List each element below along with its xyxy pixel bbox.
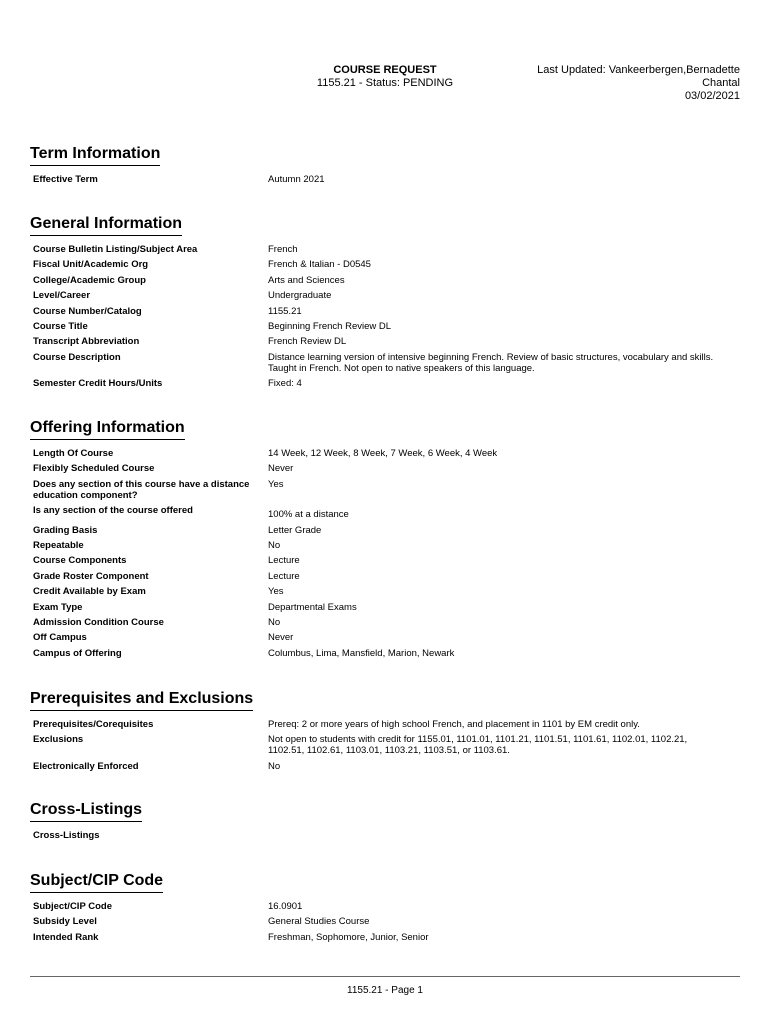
field-label: Credit Available by Exam bbox=[33, 586, 146, 598]
term-information-section bbox=[30, 145, 740, 189]
field-row bbox=[30, 555, 740, 566]
field-label: Fiscal Unit/Academic Org bbox=[33, 259, 149, 271]
prerequisites-section bbox=[30, 690, 740, 776]
field-value: Yes bbox=[268, 478, 284, 490]
field-row bbox=[30, 830, 740, 841]
field-label: Exam Type bbox=[33, 601, 83, 613]
field-row bbox=[30, 479, 740, 501]
field-value: Lecture bbox=[268, 570, 300, 582]
field-row bbox=[30, 632, 740, 643]
field-label: Length Of Course bbox=[33, 448, 114, 459]
field-label: Semester Credit Hours/Units bbox=[33, 378, 163, 390]
section-title: Term Information bbox=[30, 145, 160, 166]
field-label: Flexibly Scheduled Course bbox=[33, 463, 155, 475]
field-label: Subject/CIP Code bbox=[33, 901, 113, 912]
field-row bbox=[30, 290, 740, 301]
field-row bbox=[30, 932, 740, 943]
field-row bbox=[30, 505, 740, 520]
field-label: Course Title bbox=[33, 320, 88, 332]
page-footer: 1155.21 - Page 1 bbox=[347, 985, 423, 996]
field-value: 16.0901 bbox=[268, 901, 303, 912]
field-label: Course Components bbox=[33, 555, 127, 567]
field-row bbox=[30, 734, 740, 756]
course-status: 1155.21 - Status: PENDING bbox=[316, 77, 454, 89]
field-row bbox=[30, 244, 740, 255]
field-value: No bbox=[268, 539, 281, 551]
field-value: 100% at a distance bbox=[268, 509, 349, 521]
field-value: Undergraduate bbox=[268, 290, 332, 302]
field-value: Never bbox=[268, 632, 294, 644]
offering-information-section bbox=[30, 419, 740, 663]
field-row bbox=[30, 306, 740, 317]
general-information-section bbox=[30, 215, 740, 394]
section-title: General Information bbox=[30, 215, 182, 236]
field-value: Beginning French Review DL bbox=[268, 320, 392, 332]
field-row bbox=[30, 761, 740, 772]
field-row bbox=[30, 321, 740, 332]
field-row bbox=[30, 336, 740, 347]
field-value: Distance learning version of intensive beginning French. Review of basic structures, vocabulary and skills. Taught in French. Not open to native speakers of this language. bbox=[268, 351, 714, 374]
field-row bbox=[30, 463, 740, 474]
field-label: Does any section of this course have a distance education component? bbox=[33, 478, 250, 501]
field-value: Not open to students with credit for 1155.01, 1101.01, 1101.21, 1101.51, 1101.61, 1102.01, 1102.21, 1102.51, 1102.61, 1103.01, 1103.21, 1103.51, or 1103.61. bbox=[268, 734, 688, 757]
field-label: Course Description bbox=[33, 351, 121, 363]
subject-cip-section bbox=[30, 872, 740, 947]
field-row bbox=[30, 586, 740, 597]
field-label: Course Bulletin Listing/Subject Area bbox=[33, 244, 198, 255]
field-value: Fixed: 4 bbox=[268, 378, 302, 390]
field-row bbox=[30, 719, 740, 730]
footer-divider bbox=[30, 976, 740, 977]
field-row bbox=[30, 259, 740, 270]
field-value: Letter Grade bbox=[268, 524, 322, 536]
field-row bbox=[30, 648, 740, 659]
field-row bbox=[30, 525, 740, 536]
field-value: French Review DL bbox=[268, 336, 347, 348]
field-value: Columbus, Lima, Mansfield, Marion, Newark bbox=[268, 647, 455, 659]
field-row bbox=[30, 174, 740, 185]
field-label: Is any section of the course offered bbox=[33, 505, 193, 517]
field-value: Yes bbox=[268, 586, 284, 598]
field-label: Level/Career bbox=[33, 290, 91, 302]
last-updated-date: 03/02/2021 bbox=[684, 90, 740, 102]
field-value: French & Italian - D0545 bbox=[268, 259, 371, 271]
field-value: General Studies Course bbox=[268, 916, 370, 928]
field-label: Campus of Offering bbox=[33, 647, 122, 659]
field-label: Repeatable bbox=[33, 539, 84, 551]
field-row bbox=[30, 378, 740, 389]
field-row bbox=[30, 571, 740, 582]
section-title: Subject/CIP Code bbox=[30, 872, 163, 893]
section-title: Cross-Listings bbox=[30, 801, 142, 822]
field-value: No bbox=[268, 760, 281, 772]
section-title: Prerequisites and Exclusions bbox=[30, 690, 253, 711]
field-value: Prereq: 2 or more years of high school French, and placement in 1101 by EM credit only. bbox=[268, 719, 640, 730]
field-row bbox=[30, 602, 740, 613]
field-label: Transcript Abbreviation bbox=[33, 336, 140, 348]
field-row bbox=[30, 352, 740, 374]
field-row bbox=[30, 901, 740, 912]
field-label: Cross-Listings bbox=[33, 830, 100, 841]
field-label: Off Campus bbox=[33, 632, 87, 644]
field-value: No bbox=[268, 616, 281, 628]
field-value: French bbox=[268, 244, 298, 255]
field-label: Prerequisites/Corequisites bbox=[33, 719, 154, 730]
field-label: College/Academic Group bbox=[33, 274, 146, 286]
last-updated-block bbox=[480, 64, 740, 103]
last-updated-line2: Chantal bbox=[702, 77, 740, 89]
field-label: Intended Rank bbox=[33, 931, 99, 943]
field-row bbox=[30, 275, 740, 286]
field-label: Grade Roster Component bbox=[33, 570, 149, 582]
field-row bbox=[30, 916, 740, 927]
field-label: Subsidy Level bbox=[33, 916, 97, 928]
field-value: Freshman, Sophomore, Junior, Senior bbox=[268, 931, 429, 943]
document-title: COURSE REQUEST bbox=[333, 64, 437, 76]
field-row bbox=[30, 617, 740, 628]
field-label: Course Number/Catalog bbox=[33, 305, 142, 317]
section-title: Offering Information bbox=[30, 419, 185, 440]
field-label: Exclusions bbox=[33, 734, 84, 746]
field-value: Lecture bbox=[268, 555, 300, 567]
field-value: Departmental Exams bbox=[268, 601, 357, 613]
cross-listings-section bbox=[30, 801, 740, 845]
field-row bbox=[30, 540, 740, 551]
field-row bbox=[30, 448, 740, 459]
last-updated-line1: Last Updated: Vankeerbergen,Bernadette bbox=[537, 64, 740, 76]
field-label: Effective Term bbox=[33, 174, 98, 185]
field-label: Electronically Enforced bbox=[33, 760, 139, 772]
field-value: 14 Week, 12 Week, 8 Week, 7 Week, 6 Week, 4 Week bbox=[268, 448, 498, 459]
field-label: Admission Condition Course bbox=[33, 616, 164, 628]
field-value: 1155.21 bbox=[268, 305, 302, 317]
field-value bbox=[268, 830, 740, 841]
field-value: Autumn 2021 bbox=[268, 174, 325, 185]
field-value: Never bbox=[268, 463, 294, 475]
field-label: Grading Basis bbox=[33, 524, 98, 536]
field-value: Arts and Sciences bbox=[268, 274, 345, 286]
